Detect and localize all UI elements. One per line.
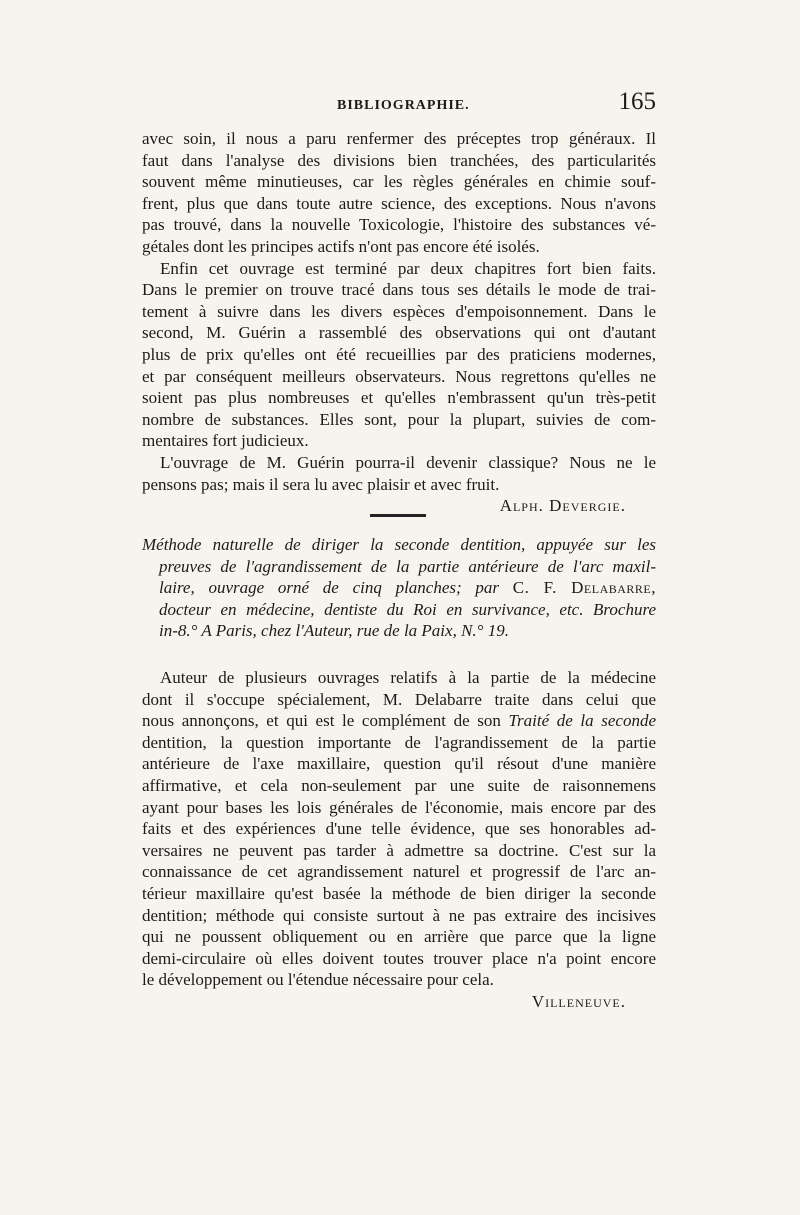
- text-line: antérieure de l'axe maxillaire, question qu'il résout d'une manière: [142, 754, 656, 774]
- text-line: demi-circulaire où elles doivent toutes trouver place n'a point encore: [142, 948, 656, 968]
- cited-work-title: Traité de la seconde: [508, 711, 656, 731]
- text-line: soient pas plus nombreuses et qu'elles n'embrassent qu'un très-petit: [142, 388, 656, 408]
- running-title: BIBLIOGRAPHIE.: [337, 98, 470, 113]
- text-line: second, M. Guérin a rassemblé des observations qui ont d'autant: [142, 323, 656, 343]
- text-line-part: dentition, la question importante de l'agrandissement de la partie: [142, 732, 656, 752]
- text-line: Enfin cet ouvrage est terminé par deux chapitres fort bien faits.: [160, 258, 656, 278]
- text-line: L'ouvrage de M. Guérin pourra-il devenir classique? Nous ne le: [160, 452, 656, 472]
- author-name: C. F. Delabarre,: [512, 578, 657, 598]
- text-line: gétales dont les principes actifs n'ont pas encore été isolés.: [142, 236, 540, 256]
- title-line: [142, 577, 656, 599]
- review-toxicologie: [142, 128, 656, 517]
- text-line: avec soin, il nous a paru renfermer des préceptes trop généraux. Il: [142, 129, 656, 148]
- text-line: nombre de substances. Elles sont, pour la plupart, suivies de com-: [142, 409, 656, 429]
- title-line-text: laire, ouvrage orné de cinq planches; par: [159, 578, 500, 598]
- text-line: faits et des expériences d'une telle évidence, que ses honorables ad-: [142, 819, 656, 839]
- text-line: plus de prix qu'elles ont été recueillies par des praticiens modernes,: [142, 344, 656, 364]
- text-line: versaires ne peuvent pas tarder à admettre sa doctrine. C'est sur la: [142, 840, 656, 860]
- text-line: pensons pas; mais il sera lu avec plaisir et avec fruit.: [142, 474, 500, 494]
- text-line: dont il s'occupe spécialement, M. Delabarre traite dans celui que: [142, 689, 656, 709]
- title-line: Méthode naturelle de diriger la seconde dentition, appuyée sur les: [142, 535, 656, 554]
- text-line: souvent même minutieuses, car les règles générales en chimie souf-: [142, 172, 656, 192]
- text-line: térieur maxillaire qu'est basée la méthode de bien diriger la seconde: [142, 883, 656, 903]
- text-line: affirmative, et cela non-seulement par une suite de raisonnemens: [142, 775, 656, 795]
- text-line: [142, 732, 656, 754]
- page-number: 165: [618, 88, 656, 115]
- title-line: in-8.° A Paris, chez l'Auteur, rue de la Paix, N.° 19.: [159, 621, 509, 641]
- text-line: mentaires fort judicieux.: [142, 431, 309, 451]
- text-line: tement à suivre dans les divers espèces d'empoisonnement. Dans le: [142, 301, 656, 321]
- title-line: docteur en médecine, dentiste du Roi en survivance, etc. Brochure: [159, 599, 656, 619]
- text-line: frent, plus que dans toute autre science, des exceptions. Nous n'avons: [142, 193, 656, 213]
- text-line: faut dans l'analyse des divisions bien tranchées, des particularités: [142, 150, 656, 170]
- text-line: qui ne poussent obliquement ou en arrière que parce que la ligne: [142, 927, 656, 947]
- review-dentition: [142, 667, 656, 1013]
- text-line: le développement ou l'étendue nécessaire pour cela.: [142, 970, 494, 990]
- text-line: ayant pour bases les lois générales de l'économie, mais encore par des: [142, 797, 656, 817]
- page-header: [142, 88, 656, 118]
- text-line-part: nous annonçons, et qui est le complément de son: [142, 711, 501, 731]
- text-line: pas trouvé, dans la nouvelle Toxicologie, l'histoire des substances vé-: [142, 215, 656, 235]
- title-line: preuves de l'agrandissement de la partie antérieure de l'arc maxil-: [159, 556, 656, 576]
- reviewer-signature: Alph. Devergie.: [499, 496, 626, 516]
- text-line: Dans le premier on trouve tracé dans tous ses détails le mode de trai-: [142, 280, 656, 300]
- text-line: connaissance de cet agrandissement naturel et progressif de l'arc an-: [142, 862, 656, 882]
- text-line: Auteur de plusieurs ouvrages relatifs à la partie de la médecine: [160, 668, 656, 687]
- text-line: et par conséquent meilleurs observateurs. Nous regrettons qu'elles ne: [142, 366, 656, 386]
- reviewed-work-title: [142, 534, 656, 642]
- text-line: [142, 710, 656, 732]
- reviewer-signature: Villeneuve.: [531, 991, 626, 1011]
- text-line: dentition; méthode qui consiste surtout à ne pas extraire des incisives: [142, 905, 656, 925]
- section-divider: [370, 514, 426, 517]
